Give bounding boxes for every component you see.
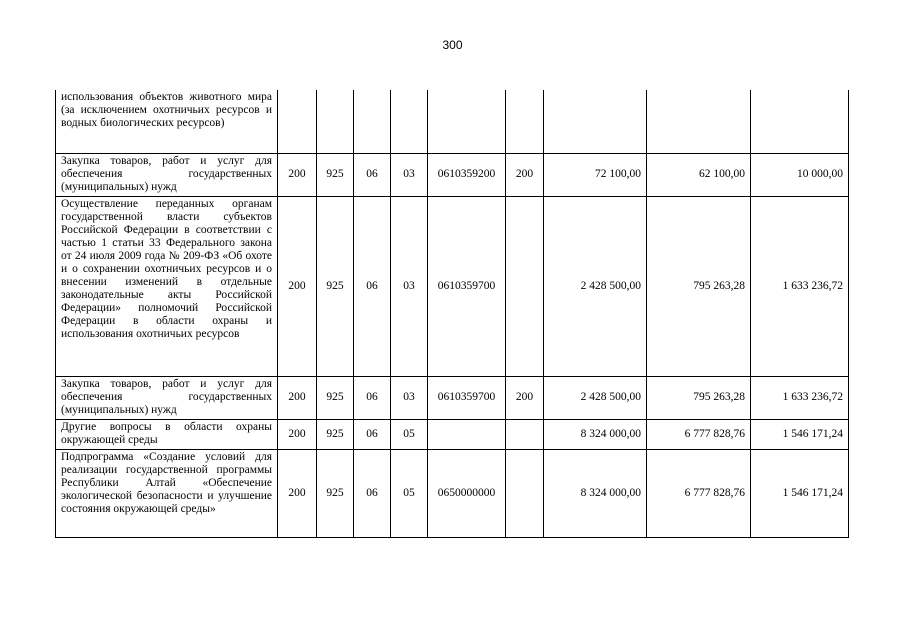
expense-type-cell xyxy=(506,196,544,376)
code-cell: 200 xyxy=(278,419,317,449)
table-row xyxy=(56,449,849,537)
code-cell: 200 xyxy=(278,376,317,419)
target-article-cell xyxy=(428,90,506,153)
subsection-cell: 03 xyxy=(391,196,428,376)
subsection-cell: 05 xyxy=(391,419,428,449)
code-cell: 200 xyxy=(278,153,317,196)
executed-cell: 795 263,28 xyxy=(647,376,751,419)
table-row xyxy=(56,376,849,419)
executed-cell: 6 777 828,76 xyxy=(647,419,751,449)
budget-table xyxy=(55,90,849,538)
section-cell xyxy=(354,90,391,153)
expense-type-cell xyxy=(506,449,544,537)
amount-cell: 2 428 500,00 xyxy=(544,196,647,376)
table-row xyxy=(56,196,849,376)
section-cell: 06 xyxy=(354,449,391,537)
section-cell: 06 xyxy=(354,153,391,196)
target-article-cell: 0610359700 xyxy=(428,376,506,419)
section-cell: 06 xyxy=(354,419,391,449)
row-name-cell: Подпрограмма «Создание условий для реализации государственной программы Республики Алтай «Обеспечение экологической безопасности и улучшение состояния окружающей среды» xyxy=(56,449,278,537)
expense-type-cell: 200 xyxy=(506,153,544,196)
page-number: 300 xyxy=(442,38,463,52)
admin-code-cell: 925 xyxy=(317,449,354,537)
amount-cell: 8 324 000,00 xyxy=(544,419,647,449)
row-name-cell: Другие вопросы в области охраны окружающей среды xyxy=(56,419,278,449)
executed-cell: 62 100,00 xyxy=(647,153,751,196)
remainder-cell: 1 546 171,24 xyxy=(751,449,849,537)
row-name-cell: Закупка товаров, работ и услуг для обеспечения государственных (муниципальных) нужд xyxy=(56,376,278,419)
target-article-cell: 0610359200 xyxy=(428,153,506,196)
admin-code-cell: 925 xyxy=(317,376,354,419)
amount-cell: 8 324 000,00 xyxy=(544,449,647,537)
row-name-cell: использования объектов животного мира (за исключением охотничьих ресурсов и водных биологических ресурсов) xyxy=(56,90,278,153)
admin-code-cell: 925 xyxy=(317,196,354,376)
remainder-cell: 1 633 236,72 xyxy=(751,376,849,419)
subsection-cell: 03 xyxy=(391,376,428,419)
subsection-cell xyxy=(391,90,428,153)
table-row xyxy=(56,419,849,449)
executed-cell xyxy=(647,90,751,153)
subsection-cell: 03 xyxy=(391,153,428,196)
table-row xyxy=(56,90,849,153)
table-row xyxy=(56,153,849,196)
expense-type-cell: 200 xyxy=(506,376,544,419)
admin-code-cell: 925 xyxy=(317,153,354,196)
amount-cell: 72 100,00 xyxy=(544,153,647,196)
section-cell: 06 xyxy=(354,196,391,376)
target-article-cell xyxy=(428,419,506,449)
admin-code-cell xyxy=(317,90,354,153)
remainder-cell: 10 000,00 xyxy=(751,153,849,196)
target-article-cell: 0610359700 xyxy=(428,196,506,376)
admin-code-cell: 925 xyxy=(317,419,354,449)
remainder-cell xyxy=(751,90,849,153)
expense-type-cell xyxy=(506,419,544,449)
expense-type-cell xyxy=(506,90,544,153)
section-cell: 06 xyxy=(354,376,391,419)
remainder-cell: 1 546 171,24 xyxy=(751,419,849,449)
amount-cell: 2 428 500,00 xyxy=(544,376,647,419)
code-cell: 200 xyxy=(278,196,317,376)
amount-cell xyxy=(544,90,647,153)
code-cell xyxy=(278,90,317,153)
subsection-cell: 05 xyxy=(391,449,428,537)
code-cell: 200 xyxy=(278,449,317,537)
executed-cell: 795 263,28 xyxy=(647,196,751,376)
executed-cell: 6 777 828,76 xyxy=(647,449,751,537)
row-name-cell: Осуществление переданных органам государственной власти субъектов Российской Федерации в соответствии с частью 1 статьи 33 Федерального закона от 24 июля 2009 года № 209-ФЗ «Об охоте и о сохранении охотничьих ресурсов и о внесении изменений в отдельные законодательные акты Российской Федерации» полномочий Российской Федерации в области охраны и использования охотничьих ресурсов xyxy=(56,196,278,376)
row-name-cell: Закупка товаров, работ и услуг для обеспечения государственных (муниципальных) нужд xyxy=(56,153,278,196)
target-article-cell: 0650000000 xyxy=(428,449,506,537)
remainder-cell: 1 633 236,72 xyxy=(751,196,849,376)
